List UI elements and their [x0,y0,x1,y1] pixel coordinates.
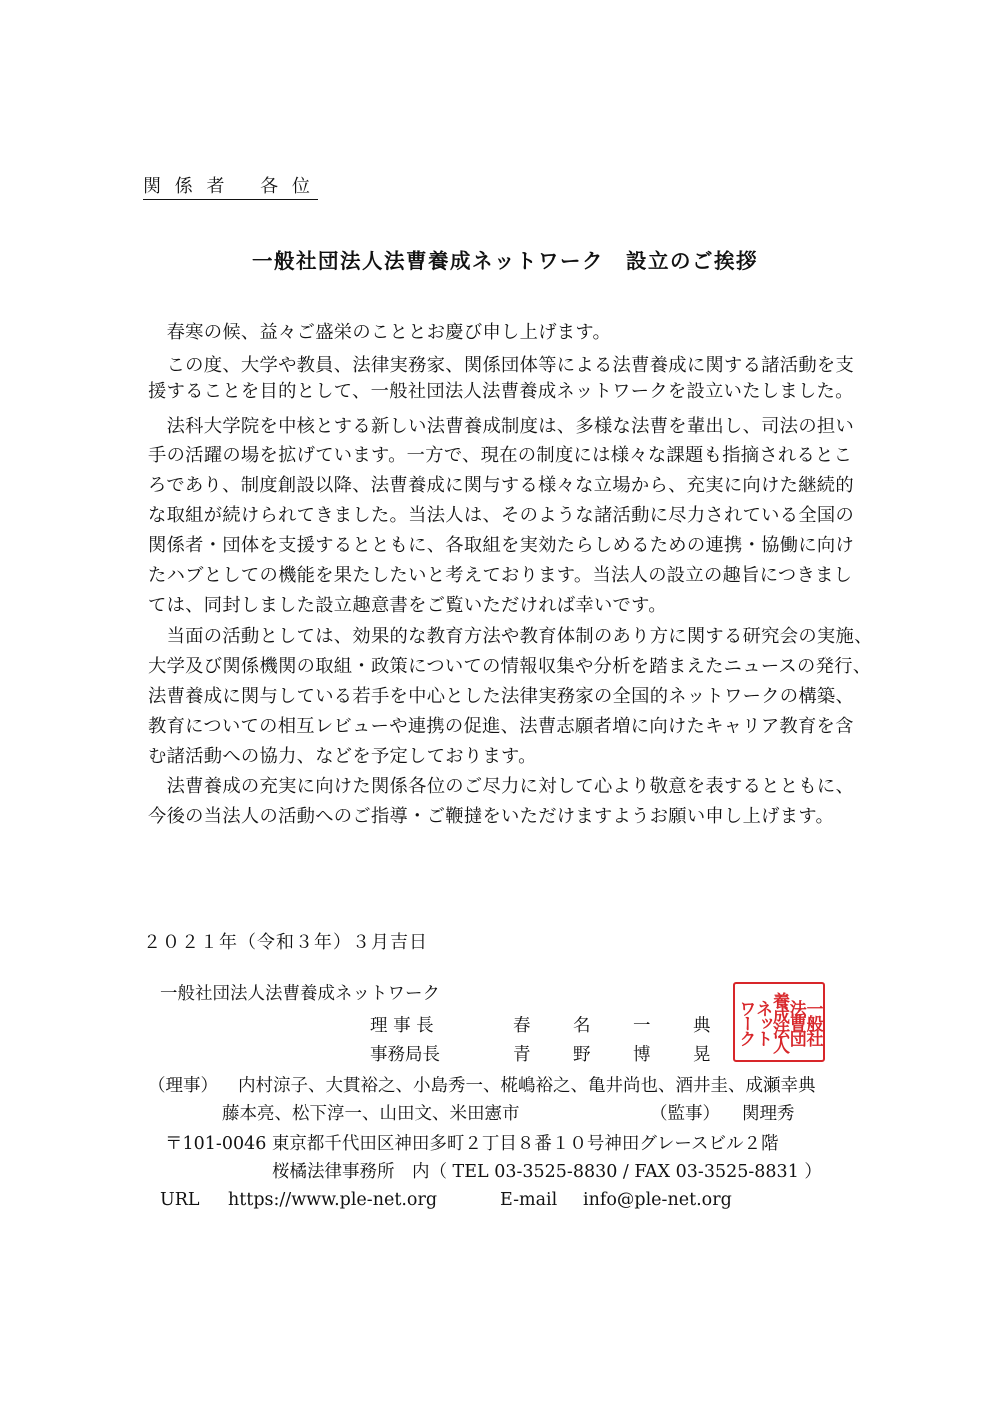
seal-text-column: 法曹団 [785,999,806,1045]
seal-text-column: 養成法人 [768,992,789,1052]
directors-list [148,1072,816,1097]
office-contact: 桜橘法律事務所 内（ TEL 03-3525-8830 / FAX 03-3525-8831 ） [272,1162,822,1182]
body-line: 援することを目的として、一般社団法人法曹養成ネットワークを設立いたしました。 [148,381,854,402]
body-line: この度、大学や教員、法律実務家、関係団体等による法曹養成に関する諸活動を支 [148,355,855,376]
postal-address: 〒101-0046 東京都千代田区神田多町２丁目８番１０号神田グレースビル２階 [165,1134,779,1154]
body-line: 春寒の候、益々ご盛栄のこととお慶び申し上げます。 [148,322,612,343]
body-line: 今後の当法人の活動へのご指導・ご鞭撻をいただけますようお願い申し上げます。 [148,806,835,827]
chair-name-char: 春 [513,1016,531,1036]
body-line: 法科大学院を中核とする新しい法曹養成制度は、多様な法曹を輩出し、司法の担い [148,416,855,437]
auditor-label: （監事） [650,1104,720,1124]
secretary-general-name-char: 博 [633,1045,651,1065]
chair-role: 理 事 長 [370,1016,434,1036]
official-seal-stamp [733,982,825,1062]
seal-text-column: ネット [752,999,773,1045]
body-line: な取組が続けられてきました。当法人は、そのような諸活動に尽力されている全国の [148,505,855,526]
website-url[interactable]: https://www.ple-net.org [228,1190,438,1210]
addressee: 関 係 者 各 位 [143,172,318,200]
body-line: 当面の活動としては、効果的な教育方法や教育体制のあり方に関する研究会の実施、 [148,626,873,647]
body-line: む諸活動への協力、などを予定しております。 [148,746,537,767]
seal-text-column: 一般社 [802,999,823,1045]
chair-name-char: 典 [693,1016,711,1036]
body-line: 教育についての相互レビューや連携の促進、法曹志願者増に向けたキャリア教育を含 [148,716,854,737]
email-label: E-mail [500,1190,558,1210]
directors-label: （理事） [148,1076,218,1096]
document-title: 一般社団法人法曹養成ネットワーク 設立のご挨拶 [252,249,758,273]
auditor-name: 関理秀 [742,1104,795,1124]
body-line: 大学及び関係機関の取組・政策についての情報収集や分析を踏まえたニュースの発行、 [148,656,872,677]
directors-names: 内村涼子、大貫裕之、小島秀一、椛嶋裕之、亀井尚也、酒井圭、成瀬幸典 [238,1076,816,1096]
secretary-general-name-char: 晃 [693,1045,711,1065]
body-line: ろであり、制度創設以降、法曹養成に関与する様々な立場から、充実に向けた継続的 [148,475,854,496]
body-line: ては、同封しました設立趣意書をご覧いただければ幸いです。 [148,595,667,616]
chair-name-char: 一 [633,1016,651,1036]
body-line: たハブとしての機能を果たしたいと考えております。当法人の設立の趣旨につきまし [148,565,853,586]
seal-text-column: ワーク [735,999,756,1045]
secretary-general-role: 事務局長 [370,1045,440,1065]
body-line: 手の活躍の場を拡げています。一方で、現在の制度には様々な課題も指摘されるとこ [148,445,853,466]
issue-date: ２０２１年（令和３年）３月吉日 [143,932,428,953]
body-line: 関係者・団体を支援するとともに、各取組を実効たらしめるための連携・協働に向け [148,535,855,556]
body-line: 法曹養成に関与している若手を中心とした法律実務家の全国的ネットワークの構築、 [148,686,855,707]
secretary-general-name-char: 野 [573,1045,591,1065]
secretary-general-name-char: 青 [513,1045,531,1065]
body-line: 法曹養成の充実に向けた関係各位のご尽力に対して心より敬意を表するとともに、 [148,776,855,797]
directors-names-continued: 藤本亮、松下淳一、山田文、米田憲市 [222,1104,520,1124]
organization-name: 一般社団法人法曹養成ネットワーク [160,984,440,1004]
chair-name-char: 名 [573,1016,591,1036]
email-address[interactable]: info@ple-net.org [583,1190,732,1210]
url-label: URL [160,1190,200,1210]
